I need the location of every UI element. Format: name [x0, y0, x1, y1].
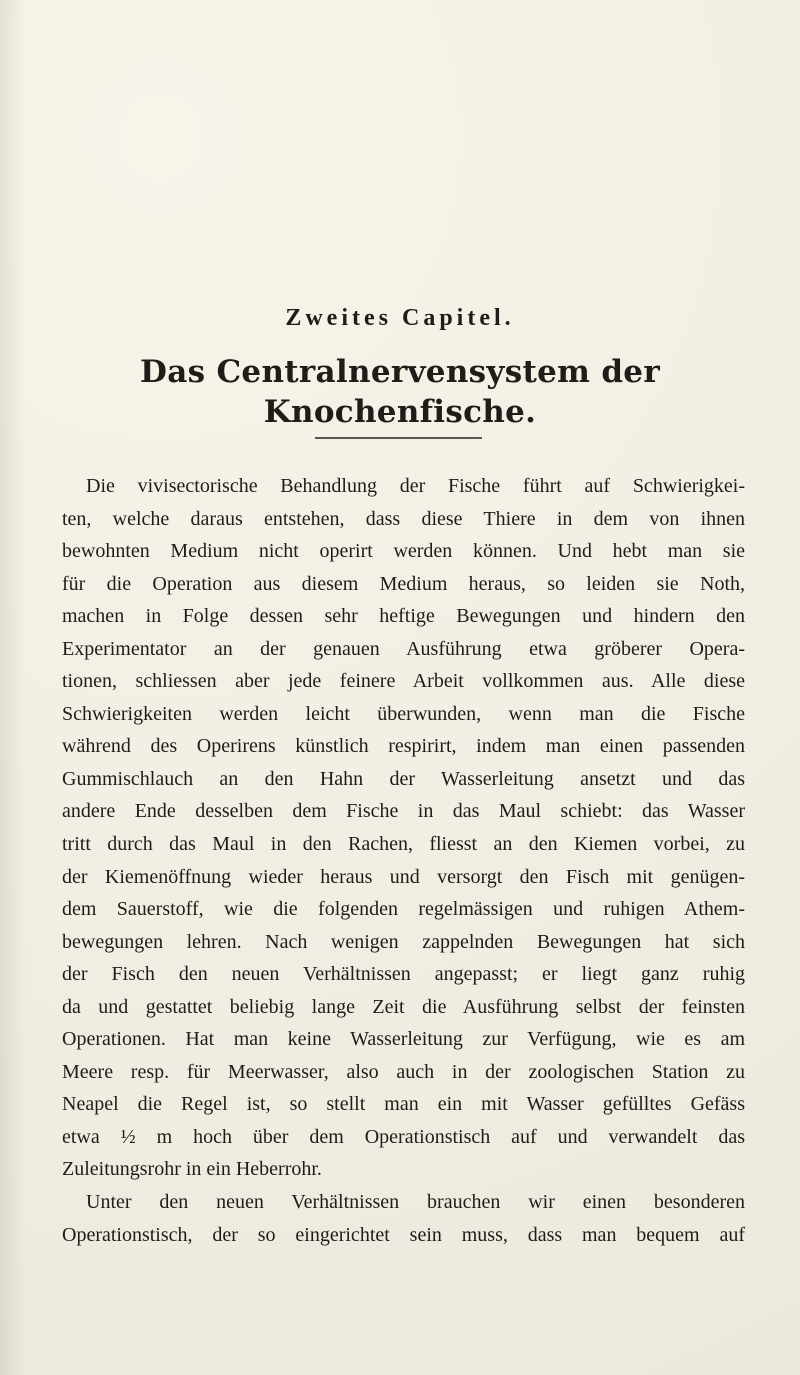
text-line: bewohnten Medium nicht operirt werden können. Und hebt man sie [62, 540, 745, 563]
paragraph-1 [62, 470, 745, 1186]
text-line: der Fisch den neuen Verhältnissen angepasst; er liegt ganz ruhig [62, 963, 745, 986]
text-line: Neapel die Regel ist, so stellt man ein mit Wasser gefülltes Gefäss [62, 1093, 745, 1116]
text-line: der Kiemenöffnung wieder heraus und versorgt den Fisch mit genügen- [62, 865, 745, 888]
text-line: dem Sauerstoff, wie die folgenden regelmässigen und ruhigen Athem- [62, 898, 745, 921]
text-line: Experimentator an der genauen Ausführung etwa gröberer Opera- [62, 637, 745, 660]
title-rule [315, 437, 482, 439]
text-line: während des Operirens künstlich respirirt, indem man einen passenden [62, 735, 745, 758]
text-line: Die vivisectorische Behandlung der Fische führt auf Schwierigkei- [86, 475, 745, 497]
text-line: bewegungen lehren. Nach wenigen zappelnden Bewegungen hat sich [62, 930, 745, 953]
text-line: Zuleitungsrohr in ein Heberrohr. [62, 1158, 322, 1181]
chapter-number: Zweites Capitel. [285, 305, 515, 331]
text-line: Schwierigkeiten werden leicht überwunden, wenn man die Fische [62, 702, 745, 725]
text-line: andere Ende desselben dem Fische in das Maul schiebt: das Wasser [62, 800, 745, 823]
text-line: da und gestattet beliebig lange Zeit die Ausführung selbst der feinsten [62, 995, 745, 1018]
text-line: etwa ½ m hoch über dem Operationstisch auf und verwandelt das [62, 1125, 745, 1148]
chapter-title: Das Centralnervensystem der Knochenfische. [140, 354, 660, 430]
text-line: Operationstisch, der so eingerichtet sein muss, dass man bequem auf [62, 1223, 745, 1246]
text-line: Unter den neuen Verhältnissen brauchen wir einen besonderen [86, 1191, 745, 1214]
text-line: Meere resp. für Meerwasser, also auch in der zoologischen Station zu [62, 1060, 745, 1083]
page-spine-shadow [0, 0, 26, 1375]
text-line: Operationen. Hat man keine Wasserleitung zur Verfügung, wie es am [62, 1028, 745, 1051]
text-line: tritt durch das Maul in den Rachen, fliesst an den Kiemen vorbei, zu [62, 833, 745, 856]
text-line: ten, welche daraus entstehen, dass diese Thiere in dem von ihnen [62, 507, 745, 530]
paragraph-2 [62, 1186, 745, 1251]
text-line: Gummischlauch an den Hahn der Wasserleitung ansetzt und das [62, 767, 745, 790]
text-line: tionen, schliessen aber jede feinere Arbeit vollkommen aus. Alle diese [62, 670, 745, 693]
text-line: für die Operation aus diesem Medium heraus, so leiden sie Noth, [62, 572, 745, 595]
text-line: machen in Folge dessen sehr heftige Bewegungen und hindern den [62, 605, 745, 628]
body-text [62, 470, 745, 1251]
